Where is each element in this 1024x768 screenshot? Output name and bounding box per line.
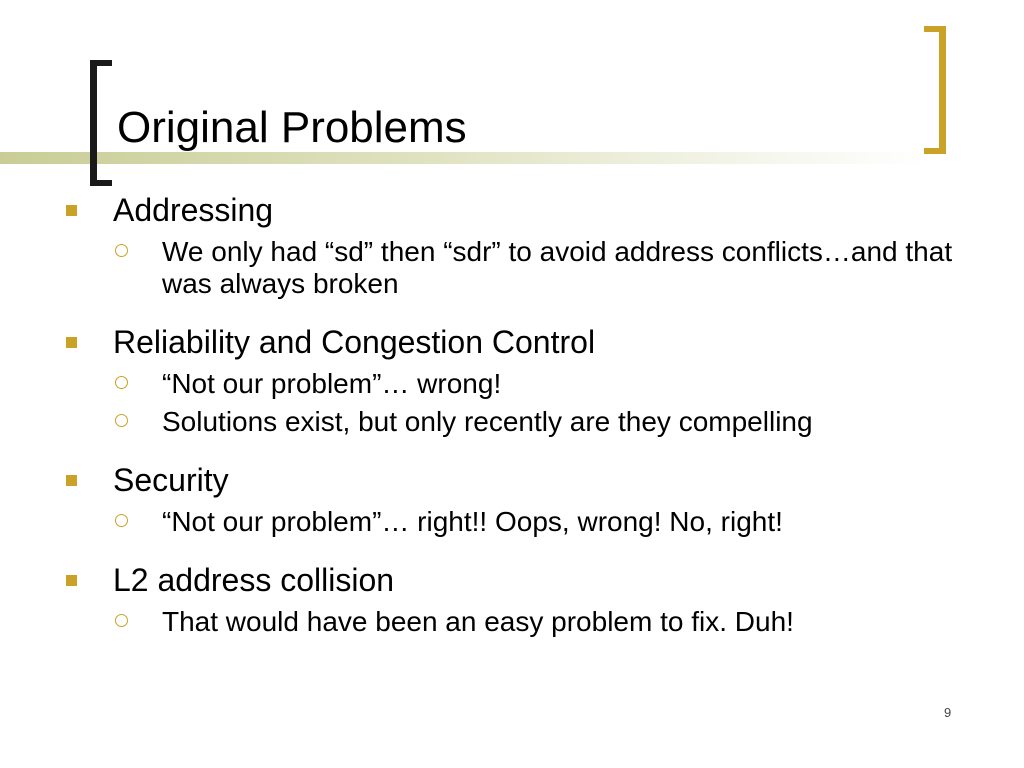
bullet-text: Addressing [113,192,274,228]
page-number: 9 [944,705,952,720]
left-bracket-decoration [90,60,112,186]
slide-title: Original Problems [117,103,467,152]
square-bullet-icon [66,475,77,486]
square-bullet-icon [66,337,77,348]
sub-bullet-text: We only had “sd” then “sdr” to avoid address conflicts…and that was always broken [162,236,953,299]
bullet-list [60,190,980,638]
sub-bullet-item [60,406,980,438]
sub-bullet-text: “Not our problem”… right!! Oops, wrong! No, right! [162,506,783,537]
square-bullet-icon [66,205,77,216]
circle-bullet-icon [115,514,128,527]
bullet-item [60,190,980,230]
circle-bullet-icon [115,376,128,389]
sub-bullet-item [60,236,980,300]
sub-bullet-text: That would have been an easy problem to fix. Duh! [162,606,794,637]
circle-bullet-icon [115,414,128,427]
sub-bullet-text: Solutions exist, but only recently are they compelling [162,406,813,437]
square-bullet-icon [66,575,77,586]
bullet-item [60,322,980,362]
bullet-text: L2 address collision [113,562,395,598]
sub-bullet-text: “Not our problem”… wrong! [162,368,502,399]
bullet-text: Reliability and Congestion Control [113,324,596,360]
circle-bullet-icon [115,244,128,257]
right-bracket-decoration [924,26,946,154]
circle-bullet-icon [115,614,128,627]
bullet-text: Security [113,462,229,498]
sub-bullet-item [60,606,980,638]
bullet-item [60,560,980,600]
bullet-item [60,460,980,500]
sub-bullet-item [60,506,980,538]
sub-bullet-item [60,368,980,400]
